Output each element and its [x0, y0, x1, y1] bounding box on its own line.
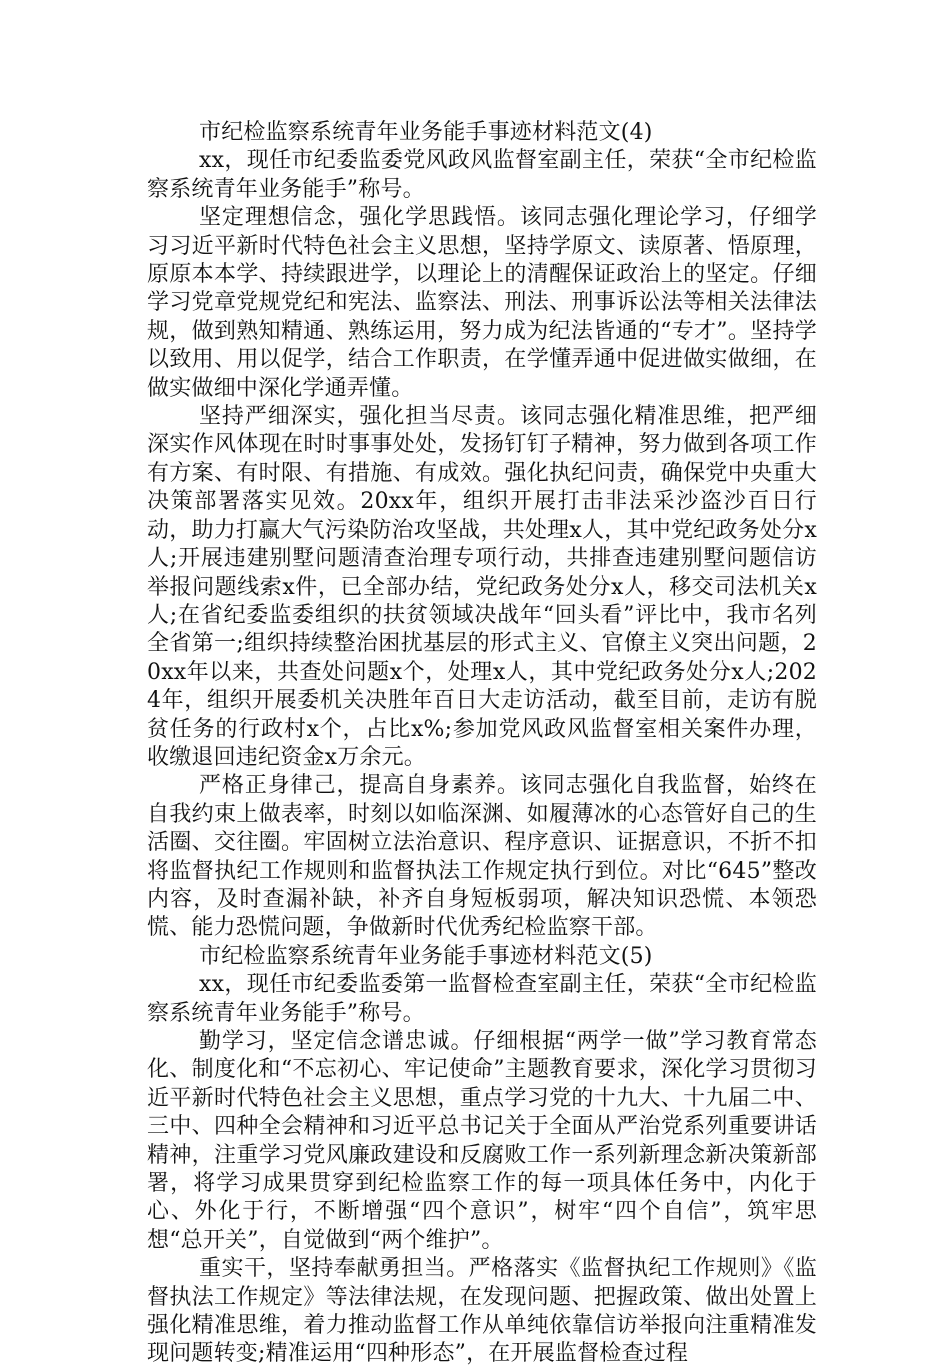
- body-paragraph: 重实干，坚持奉献勇担当。严格落实《监督执纪工作规则》《监督执法工作规定》等法律法规，在发现问题、把握政策、做出处置上强化精准思维，着力推动监督工作从单纯依靠信访举报向注重精准发现问题转变;精准运用“四种形态”，在开展监督检查过程: [147, 1256, 817, 1367]
- body-paragraph: 勤学习，坚定信念谱忠诚。仔细根据“两学一做”学习教育常态化、制度化和“不忘初心、牢记使命”主题教育要求，深化学习贯彻习近平新时代特色社会主义思想，重点学习党的十九大、十九届二中、三中、四种全会精神和习近平总书记关于全面从严治党系列重要讲话精神，注重学习党风廉政建设和反腐败工作一系列新理念新决策新部署，将学习成果贯穿到纪检监察工作的每一项具体任务中，内化于心、外化于行，不断增强“四个意识”，树牢“四个自信”，筑牢思想“总开关”，自觉做到“两个维护”。: [147, 1029, 817, 1253]
- section-heading-5: 市纪检监察系统青年业务能手事迹材料范文(5): [199, 943, 653, 969]
- body-paragraph: 严格正身律己，提高自身素养。该同志强化自我监督，始终在自我约束上做表率，时刻以如临深渊、如履薄冰的心态管好自己的生活圈、交往圈。牢固树立法治意识、程序意识、证据意识，不折不扣将监督执纪工作规则和监督执法工作规定执行到位。对比“645”整改内容，及时查漏补缺，补齐自身短板弱项，解决知识恐慌、本领恐慌、能力恐慌问题，争做新时代优秀纪检监察干部。: [147, 773, 817, 941]
- section-heading-4: 市纪检监察系统青年业务能手事迹材料范文(4): [199, 120, 653, 145]
- body-paragraph: xx，现任市纪委监委第一监督检查室副主任，荣获“全市纪检监察系统青年业务能手”称号。: [147, 972, 817, 1026]
- document-page: [147, 119, 817, 1369]
- body-paragraph: 坚定理想信念，强化学思践悟。该同志强化理论学习，仔细学习习近平新时代特色社会主义思想，坚持学原文、读原著、悟原理，原原本本学、持续跟进学，以理论上的清醒保证政治上的坚定。仔细学习党章党规党纪和宪法、监察法、刑法、刑事诉讼法等相关法律法规，做到熟知精通、熟练运用，努力成为纪法皆通的“专才”。坚持学以致用、用以促学，结合工作职责，在学懂弄通中促进做实做细，在做实做细中深化学通弄懂。: [147, 205, 817, 401]
- body-paragraph: xx，现任市纪委监委党风政风监督室副主任，荣获“全市纪检监察系统青年业务能手”称号。: [147, 148, 817, 202]
- body-paragraph: 坚持严细深实，强化担当尽责。该同志强化精准思维，把严细深实作风体现在时时事事处处，发扬钉钉子精神，努力做到各项工作有方案、有时限、有措施、有成效。强化执纪问责，确保党中央重大决策部署落实见效。20xx年，组织开展打击非法采沙盗沙百日行动，助力打赢大气污染防治攻坚战，共处理x人，其中党纪政务处分x人;开展违建别墅问题清查治理专项行动，共排查违建别墅问题信访举报问题线索x件，已全部办结，党纪政务处分x人，移交司法机关x人;在省纪委监委组织的扶贫领域决战年“回头看”评比中，我市名列全省第一;组织持续整治困扰基层的形式主义、官僚主义突出问题，20xx年以来，共查处问题x个，处理x人，其中党纪政务处分x人;2024年，组织开展委机关决胜年百日大走访活动，截至目前，走访有脱贫任务的行政村x个，占比x%;参加党风政风监督室相关案件办理，收缴退回违纪资金x万余元。: [147, 404, 817, 770]
